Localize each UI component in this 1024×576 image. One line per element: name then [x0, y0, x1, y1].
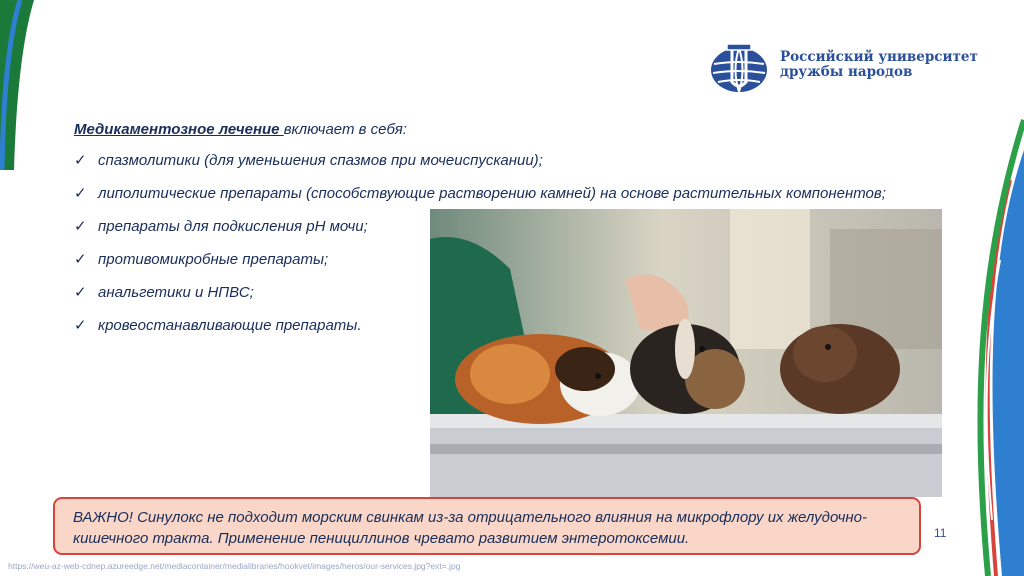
university-logo — [708, 42, 988, 98]
intro-rest: включает в себя: — [283, 121, 407, 138]
checkmark-icon: ✓ — [74, 284, 87, 301]
checkmark-icon: ✓ — [74, 152, 87, 169]
list-item: ✓ спазмолитики (для уменьшения спазмов при мочеиспускании); — [74, 150, 894, 172]
logo-line-1: Российский университет — [780, 49, 978, 65]
checkmark-icon: ✓ — [74, 251, 87, 268]
list-item: ✓ противомикробные препараты; — [74, 249, 894, 271]
list-item: ✓ липолитические препараты (способствующие растворению камней) на основе растительных компонентов; — [74, 183, 898, 205]
checkmark-icon: ✓ — [74, 317, 87, 334]
guinea-pigs-photo — [430, 209, 942, 497]
list-item: ✓ кровеостанавливающие препараты. — [74, 315, 894, 337]
logo-line-2: дружбы народов — [780, 64, 913, 80]
globe-logo-icon — [708, 42, 770, 98]
intro-underlined: Медикаментозное лечение — [74, 121, 284, 138]
intro-line — [74, 120, 894, 140]
checkmark-icon: ✓ — [74, 185, 87, 202]
important-note: ВАЖНО! Синулокс не подходит морским свинкам из-за отрицательного влияния на микрофлору их желудочно-кишечного тракта. Применение пенициллинов чревато развитием энтеротоксемии. — [53, 497, 921, 555]
list-item: ✓ анальгетики и НПВС; — [74, 282, 894, 304]
source-url[interactable]: https://weu-az-web-cdnep.azureedge.net/mediacontainer/medialibraries/hookvet/images/heros/our-services.jpg?ext=.jpg — [8, 561, 461, 571]
list-item: ✓ препараты для подкисления рН мочи; — [74, 216, 894, 238]
checkmark-icon: ✓ — [74, 218, 87, 235]
page-number: 11 — [934, 526, 947, 540]
